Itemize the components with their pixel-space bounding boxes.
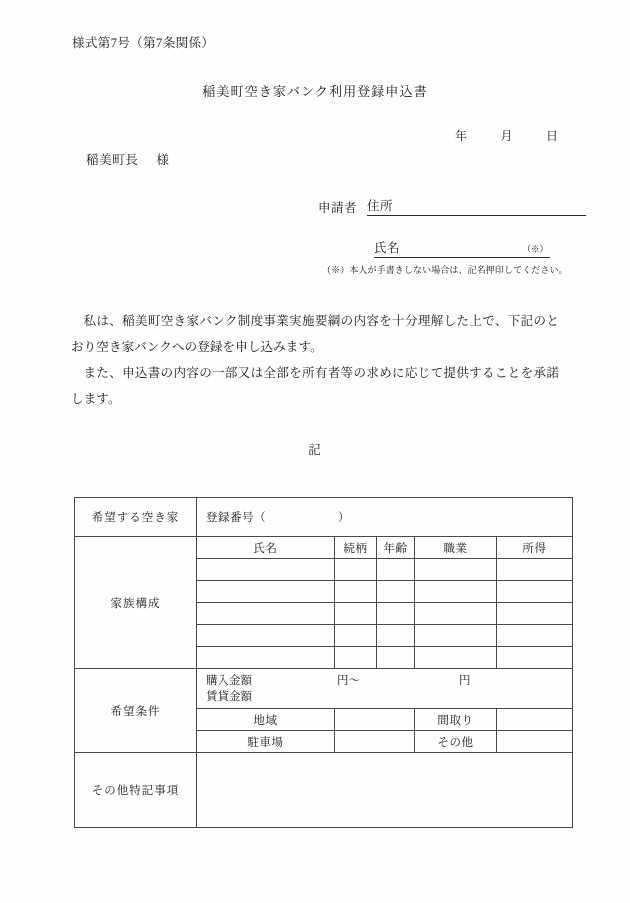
paragraph-2: また、申込書の内容の一部又は全部を所有者等の求めに応じて提供することを承諾します。 <box>71 366 559 406</box>
registration-close-paren: ） <box>338 512 350 524</box>
addressee <box>86 150 170 168</box>
applicant-address-row <box>318 196 586 216</box>
amount-cell[interactable] <box>197 669 573 709</box>
layout-value[interactable] <box>497 709 573 731</box>
yen-from-label: 円〜 <box>337 674 360 687</box>
parking-label: 駐車場 <box>197 731 335 753</box>
application-table <box>74 497 573 828</box>
family-cell-age[interactable] <box>377 625 415 647</box>
column-header-age: 年齢 <box>377 537 415 559</box>
addressee-honorific: 様 <box>156 153 170 167</box>
family-cell-name[interactable] <box>197 581 335 603</box>
special-notes-value[interactable] <box>197 753 573 828</box>
applicant-label: 申請者 <box>318 201 358 215</box>
family-cell-relation[interactable] <box>335 647 377 669</box>
family-cell-occupation[interactable] <box>415 603 497 625</box>
seal-note: （※）本人が手書きしない場合は、記名押印してください。 <box>322 265 568 275</box>
paragraph-1: 私は、稲美町空き家バンク制度事業実施要綱の内容を十分理解した上で、下記のとおり空き家バンクへの登録を申し込みます。 <box>71 314 559 354</box>
registration-number-text <box>197 509 572 525</box>
date-year: 年 <box>455 129 468 143</box>
table-row-conditions-amount <box>75 669 573 709</box>
family-cell-relation[interactable] <box>335 559 377 581</box>
other-label: その他 <box>415 731 497 753</box>
desired-house-label: 希望する空き家 <box>75 498 197 537</box>
family-cell-relation[interactable] <box>335 581 377 603</box>
column-header-name: 氏名 <box>197 537 335 559</box>
family-cell-income[interactable] <box>497 603 573 625</box>
form-number: 様式第7号（第7条関係） <box>72 36 215 50</box>
family-cell-name[interactable] <box>197 647 335 669</box>
applicant-address-field[interactable] <box>367 196 586 216</box>
amount-text <box>197 670 572 708</box>
applicant-name-field[interactable] <box>374 238 550 258</box>
family-composition-label: 家族構成 <box>75 537 197 669</box>
date-day: 日 <box>546 129 559 143</box>
date-month: 月 <box>500 129 514 143</box>
applicant-name-row <box>318 238 586 258</box>
name-label: 氏名 <box>374 241 401 255</box>
special-notes-label: その他特記事項 <box>75 753 197 828</box>
family-cell-income[interactable] <box>497 647 573 669</box>
column-header-relation: 続柄 <box>335 537 377 559</box>
other-value[interactable] <box>497 731 573 753</box>
table-row-desired-house <box>75 498 573 537</box>
date-line <box>455 127 559 144</box>
page-title: 稲美町空き家バンク利用登録申込書 <box>202 84 428 99</box>
family-cell-relation[interactable] <box>335 625 377 647</box>
family-cell-age[interactable] <box>377 559 415 581</box>
purchase-amount-label: 購入金額 <box>206 674 252 687</box>
family-cell-name[interactable] <box>197 559 335 581</box>
family-cell-occupation[interactable] <box>415 625 497 647</box>
family-cell-income[interactable] <box>497 581 573 603</box>
family-cell-age[interactable] <box>377 647 415 669</box>
table-row-family-header <box>75 537 573 559</box>
area-label: 地域 <box>197 709 335 731</box>
body-text <box>71 308 559 412</box>
family-cell-occupation[interactable] <box>415 559 497 581</box>
family-cell-age[interactable] <box>377 603 415 625</box>
column-header-occupation: 職業 <box>415 537 497 559</box>
family-cell-income[interactable] <box>497 625 573 647</box>
yen-to-label: 円 <box>459 674 471 687</box>
rent-amount-label: 賃貸金額 <box>206 690 252 703</box>
applicant-block <box>318 196 586 258</box>
name-seal-mark: （※） <box>522 244 548 254</box>
family-cell-name[interactable] <box>197 603 335 625</box>
parking-value[interactable] <box>335 731 415 753</box>
registration-label: 登録番号（ <box>206 512 266 524</box>
family-cell-age[interactable] <box>377 581 415 603</box>
family-cell-occupation[interactable] <box>415 647 497 669</box>
family-cell-name[interactable] <box>197 625 335 647</box>
table-row-special-notes <box>75 753 573 828</box>
layout-label: 間取り <box>415 709 497 731</box>
area-value[interactable] <box>335 709 415 731</box>
registration-number-cell[interactable] <box>197 498 573 537</box>
family-cell-occupation[interactable] <box>415 581 497 603</box>
addressee-name: 稲美町長 <box>86 153 139 167</box>
address-label: 住所 <box>367 199 394 213</box>
column-header-income: 所得 <box>497 537 573 559</box>
family-cell-relation[interactable] <box>335 603 377 625</box>
family-cell-income[interactable] <box>497 559 573 581</box>
ki-marker: 記 <box>308 443 322 457</box>
desired-conditions-label: 希望条件 <box>75 669 197 753</box>
